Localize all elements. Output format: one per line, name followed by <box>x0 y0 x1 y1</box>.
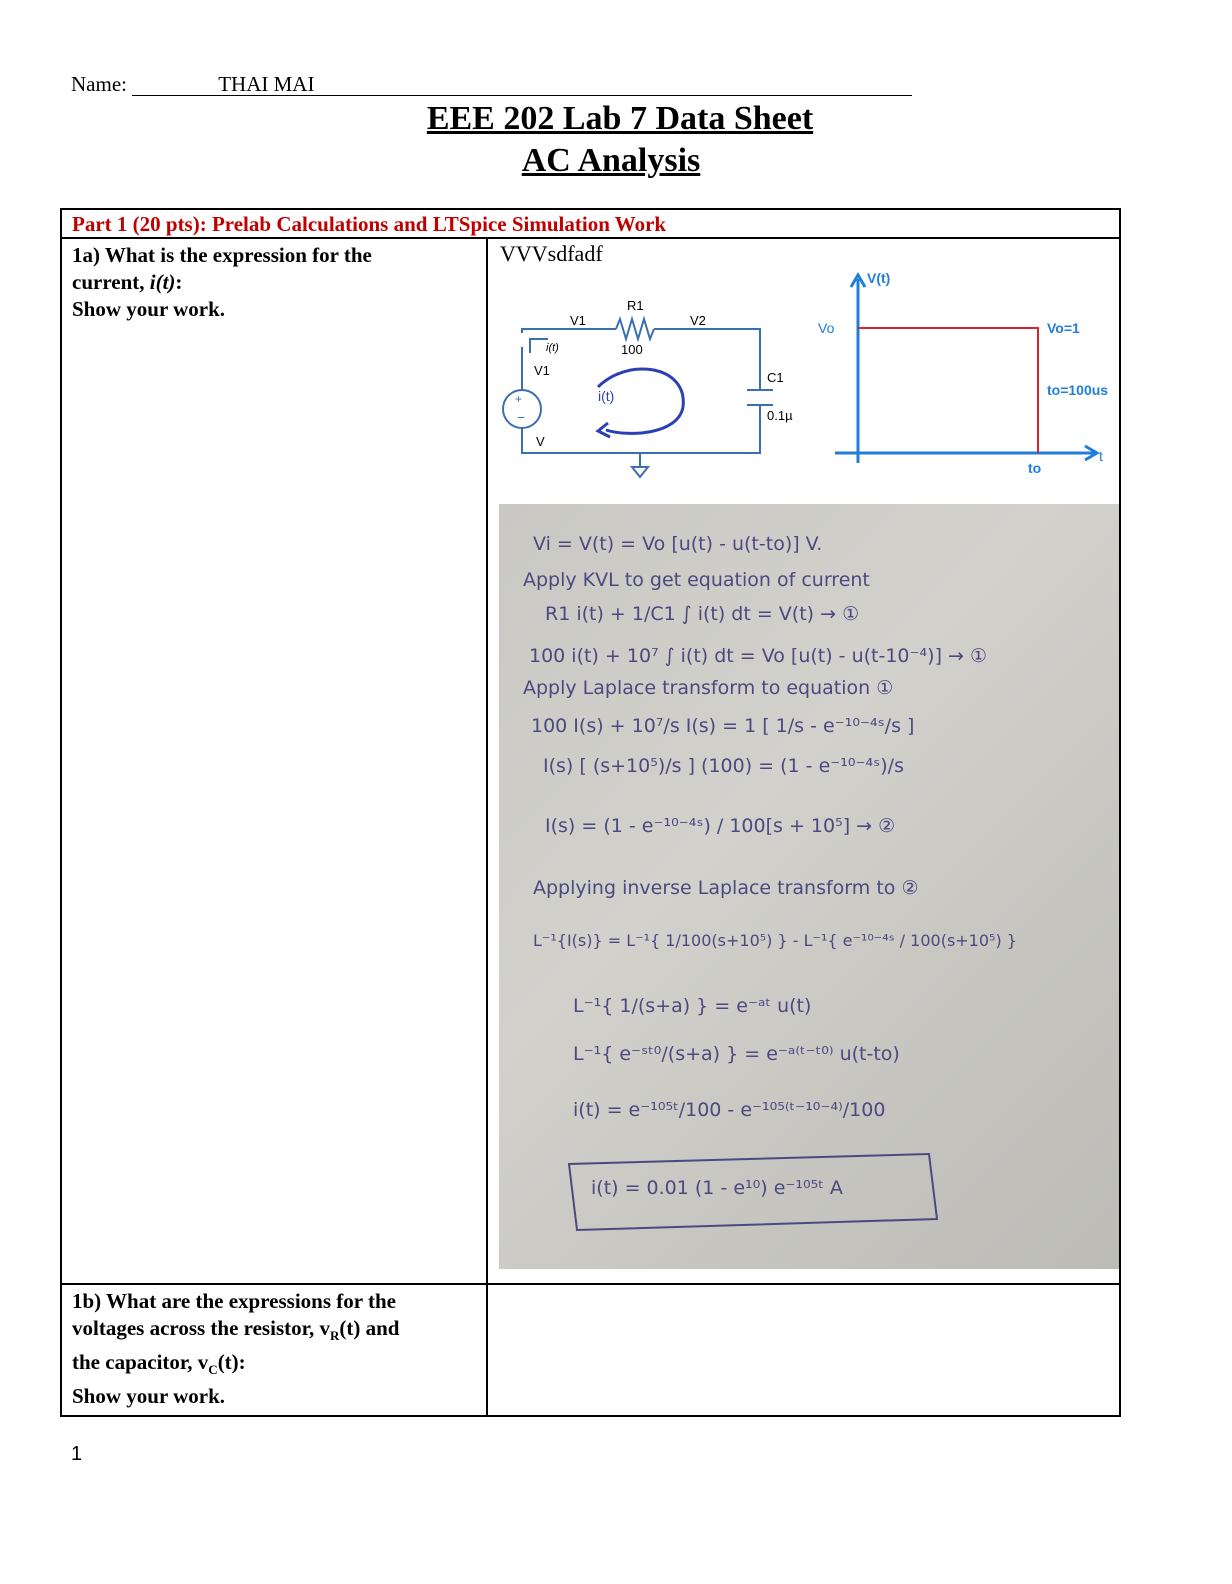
current-probe-label: i(t) <box>546 342 559 354</box>
source-name: V1 <box>534 363 550 378</box>
q1b-line1: 1b) What are the expressions for the <box>72 1289 396 1313</box>
hw-line-2: Apply KVL to get equation of current <box>523 569 870 591</box>
capacitance-value: 0.1µ <box>767 408 793 423</box>
end-tick-label: to <box>1028 460 1042 476</box>
hw-line-11: L⁻¹{ 1/(s+a) } = e⁻ᵃᵗ u(t) <box>573 995 812 1017</box>
svg-text:−: − <box>517 409 526 425</box>
handwritten-work-photo <box>499 504 1119 1269</box>
hw-line-1: Vi = V(t) = Vo [u(t) - u(t-to)] V. <box>533 533 823 555</box>
hw-line-4: 100 i(t) + 10⁷ ∫ i(t) dt = Vo [u(t) - u(t-10⁻⁴)] → ① <box>529 645 988 667</box>
node-v1-label: V1 <box>570 313 586 328</box>
hw-line-6: 100 I(s) + 10⁷/s I(s) = 1 [ 1/s - e⁻¹⁰⁻⁴ˢ/s ] <box>531 715 915 737</box>
data-sheet-table <box>60 208 1121 1417</box>
question-1a <box>61 238 487 1284</box>
answer-1a <box>487 238 1120 1284</box>
capacitor-label: C1 <box>767 370 784 385</box>
name-value: THAI MAI <box>218 72 315 96</box>
name-label: Name: <box>71 72 127 96</box>
hw-line-12: L⁻¹{ e⁻ˢᵗ⁰/(s+a) } = e⁻ᵃ⁽ᵗ⁻ᵗ⁰⁾ u(t-to) <box>573 1043 900 1065</box>
node-v2-label: V2 <box>690 313 706 328</box>
y-axis-label: V(t) <box>867 270 891 286</box>
name-line <box>71 72 941 97</box>
q1b-line2: voltages across the resistor, $v_R(t)$ and <box>72 1316 400 1344</box>
hw-line-7: I(s) [ (s+10⁵)/s ] (100) = (1 - e⁻¹⁰⁻⁴ˢ)/s <box>543 755 904 777</box>
hw-line-5: Apply Laplace transform to equation ① <box>523 677 894 699</box>
circuit-schematic <box>488 295 793 495</box>
resistance-value: 100 <box>621 342 643 357</box>
page-number: 1 <box>71 1443 83 1465</box>
q1b-line4: Show your work. <box>72 1384 226 1409</box>
source-value: V <box>536 434 545 449</box>
duration-label: to=100us <box>1047 382 1109 398</box>
hw-line-9: Applying inverse Laplace transform to ② <box>533 877 919 899</box>
q1a-line3: Show your work. <box>72 297 226 321</box>
level-label: Vo <box>818 320 835 336</box>
t-axis-label: t <box>1099 448 1103 464</box>
hw-line-10: L⁻¹{I(s)} = L⁻¹{ 1/100(s+10⁵) } - L⁻¹{ e⁻¹⁰⁻⁴ˢ / 100(s+10⁵) } <box>533 931 1017 950</box>
hw-line-3: R1 i(t) + 1/C1 ∫ i(t) dt = V(t) → ① <box>545 603 860 625</box>
hw-line-8: I(s) = (1 - e⁻¹⁰⁻⁴ˢ) / 100[s + 10⁵] → ② <box>545 815 896 837</box>
part1-heading: Part 1 (20 pts): Prelab Calculations and LTSpice Simulation Work <box>61 209 1120 238</box>
hw-line-14: i(t) = 0.01 (1 - e¹⁰) e⁻¹⁰⁵ᵗ A <box>591 1177 843 1199</box>
question-1b <box>61 1284 487 1416</box>
resistor-label: R1 <box>627 298 644 313</box>
q1a-line2: current, i(t): <box>72 270 183 294</box>
level-value: Vo=1 <box>1047 320 1080 336</box>
name-field <box>132 73 912 96</box>
pulse-graph <box>818 265 1123 480</box>
svg-text:+: + <box>515 392 523 406</box>
loop-current-label: i(t) <box>598 388 615 404</box>
q1a-line1: 1a) What is the expression for the <box>72 243 372 267</box>
document-title: EEE 202 Lab 7 Data Sheet <box>426 100 814 137</box>
hw-line-13: i(t) = e⁻¹⁰⁵ᵗ/100 - e⁻¹⁰⁵⁽ᵗ⁻¹⁰⁻⁴⁾/100 <box>573 1099 886 1121</box>
document-subtitle: AC Analysis <box>521 142 701 179</box>
pulse-line <box>858 328 1038 453</box>
answer-1b[interactable] <box>487 1284 1120 1416</box>
q1b-line3: the capacitor, $v_C(t)$: <box>72 1350 246 1378</box>
answer-1a-text: VVVsdfadf <box>500 241 603 266</box>
